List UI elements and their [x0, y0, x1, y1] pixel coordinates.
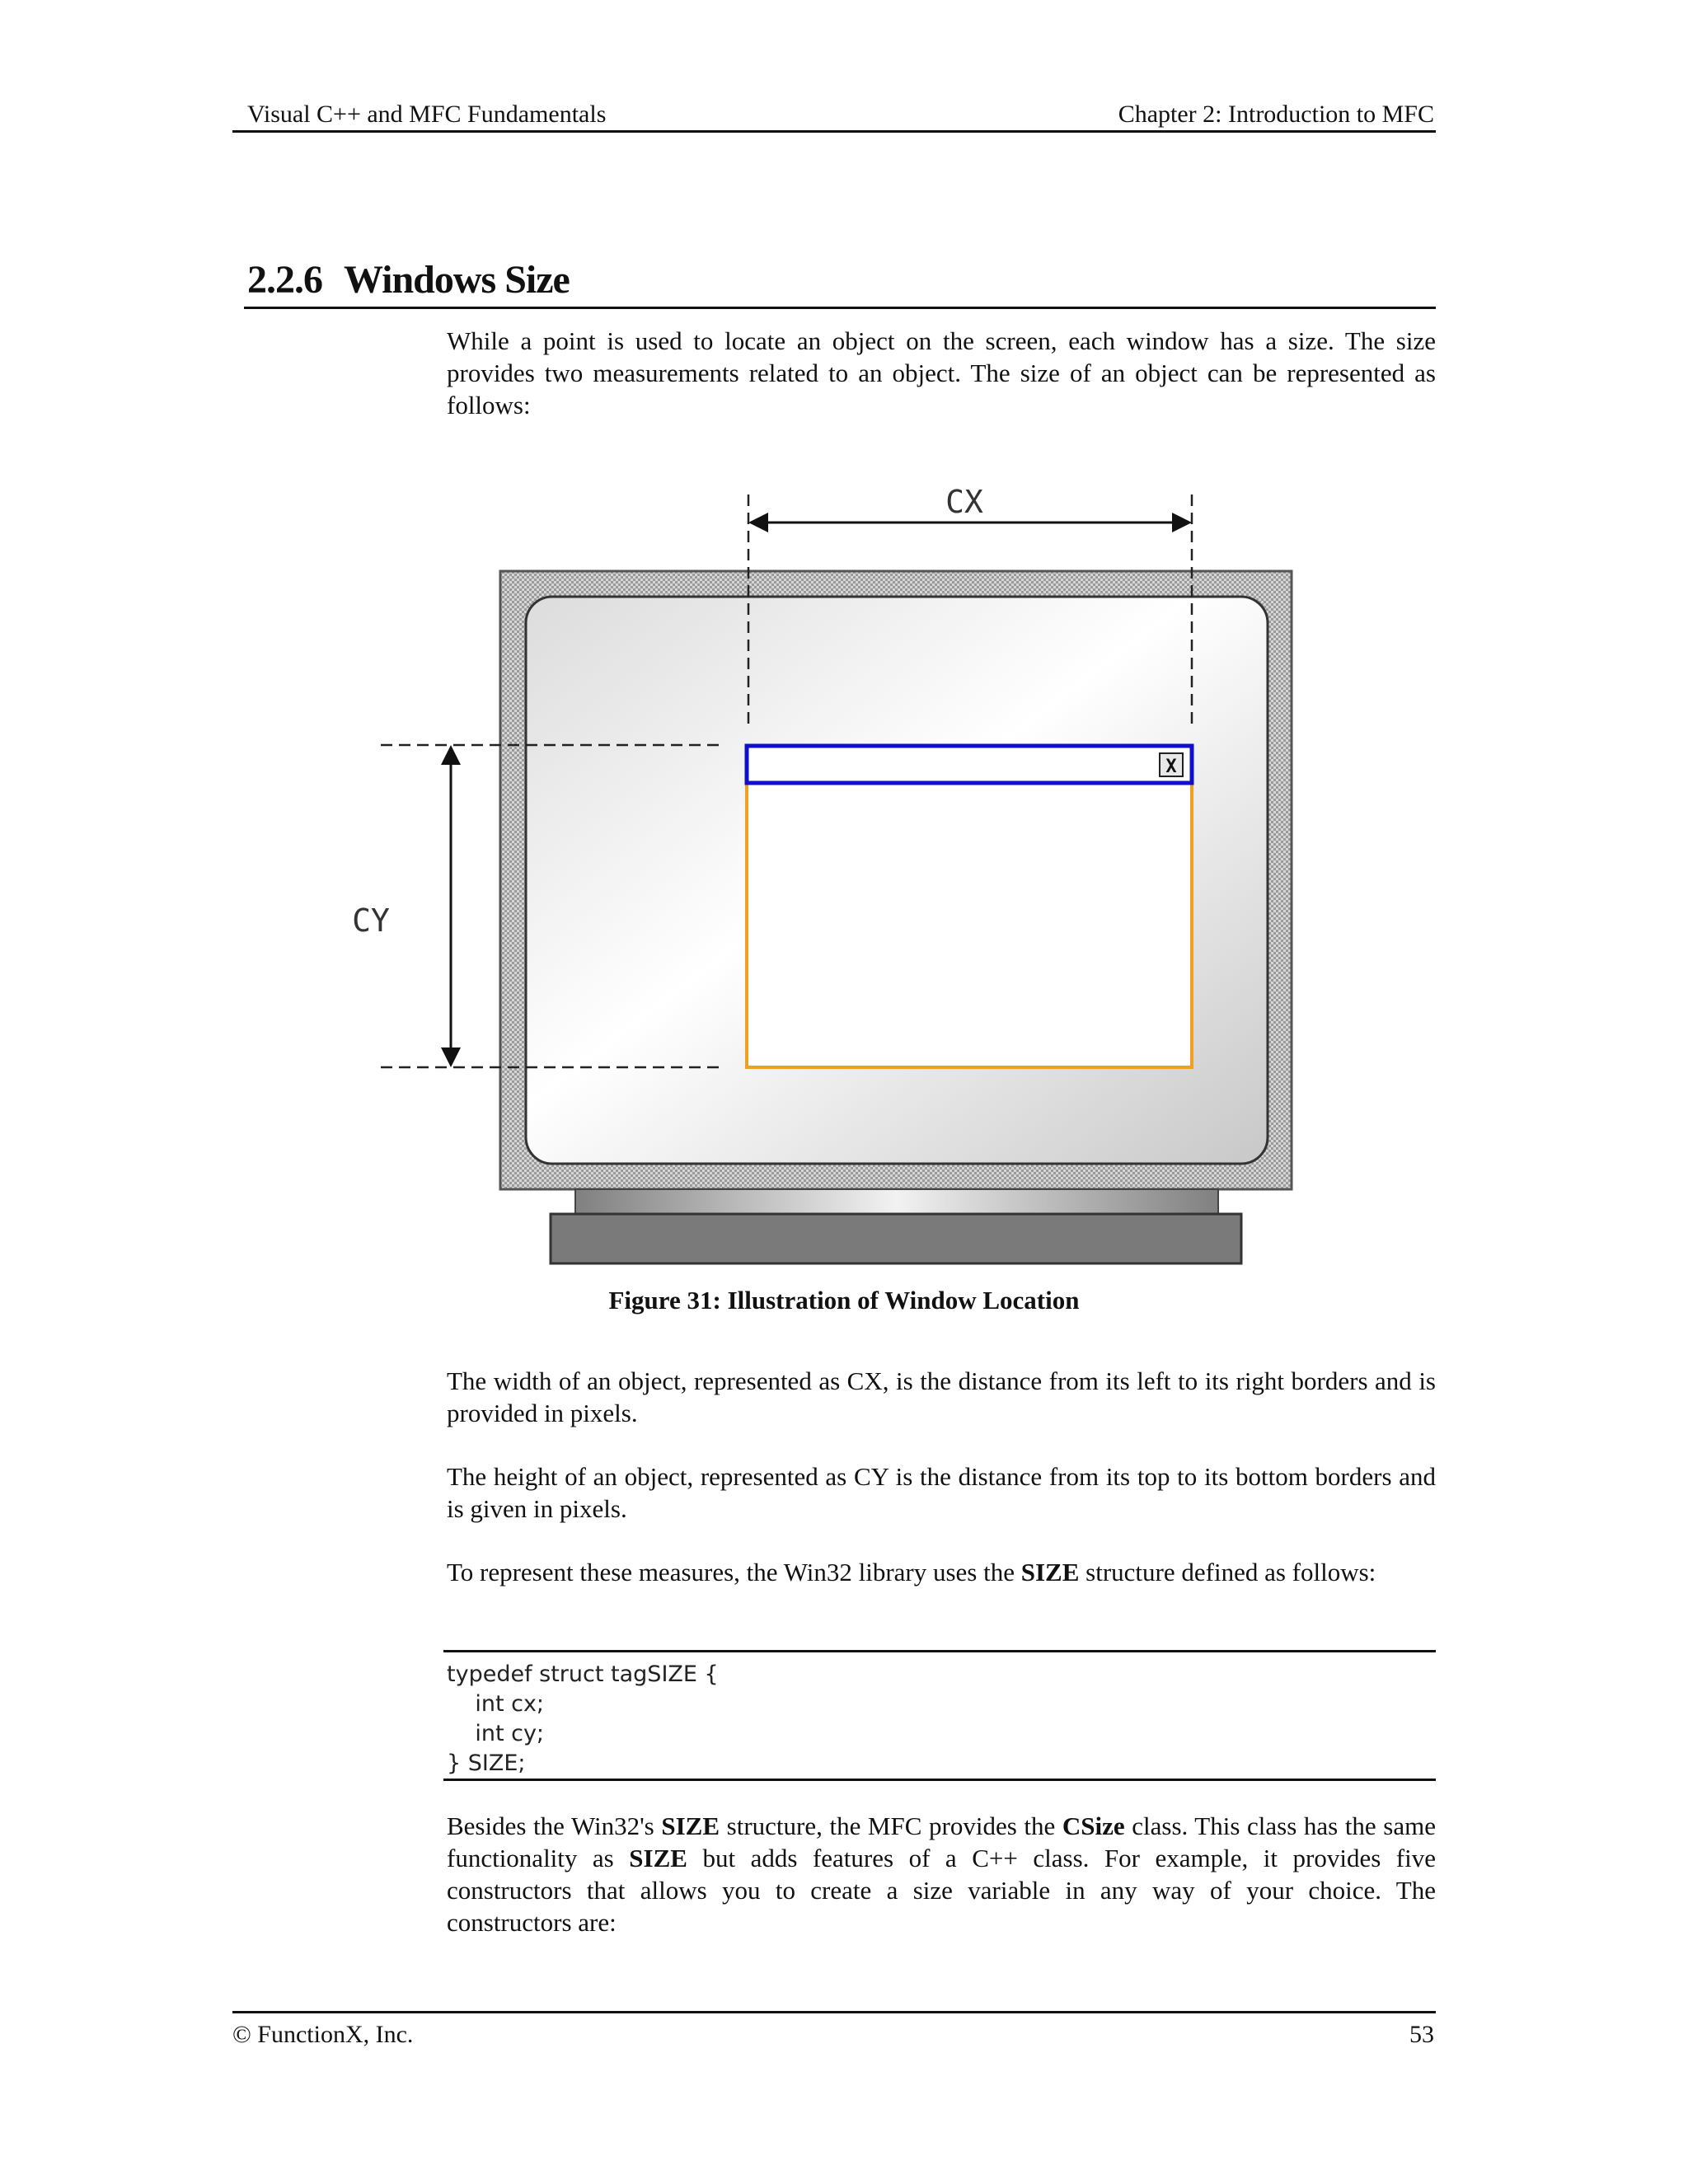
besides-text-2: structure, the MFC provides the — [720, 1811, 1062, 1840]
width-paragraph: The width of an object, represented as CX, is the distance from its left to its right borders and is provided in pixels. — [447, 1366, 1436, 1427]
cx-arrow-right-icon — [1172, 513, 1192, 532]
monitor-base — [551, 1214, 1241, 1263]
besides-text-4: but adds features of a C++ class. For example, it provides five constructors that allows you to create a size variable in any way of your choice. The constructors are: — [447, 1844, 1436, 1937]
monitor-neck — [575, 1189, 1218, 1214]
height-paragraph: The height of an object, represented as CY is the distance from its top to its bottom borders and is given in pixels. — [447, 1462, 1436, 1523]
code-line: int cy; — [447, 1721, 545, 1746]
besides-text-3: class. This class has the same functionality as — [447, 1811, 1436, 1872]
code-line: typedef struct tagSIZE { — [447, 1661, 719, 1687]
footer-left: © FunctionX, Inc. — [232, 2021, 414, 2048]
sample-window — [747, 746, 1192, 1067]
section-title: Windows Size — [344, 258, 570, 302]
header-right: Chapter 2: Introduction to MFC — [1118, 101, 1434, 128]
intro-paragraph: While a point is used to locate an object on the screen, each window has a size. The size provides two measurements related to an object. The size of an object can be represented as follows: — [447, 326, 1436, 419]
besides-text-1: Besides the Win32's — [447, 1811, 662, 1840]
represent-text-2: structure defined as follows: — [1079, 1558, 1376, 1586]
page-number: 53 — [1409, 2021, 1434, 2048]
represent-paragraph — [447, 1556, 1436, 1588]
close-glyph: X — [1165, 757, 1177, 777]
cy-arrow-up-icon — [441, 745, 461, 765]
besides-paragraph — [447, 1810, 1436, 1938]
represent-text-1: To represent these measures, the Win32 library uses the — [447, 1558, 1021, 1586]
code-line: int cx; — [447, 1691, 545, 1717]
footer-rule — [232, 2011, 1436, 2013]
header-left: Visual C++ and MFC Fundamentals — [247, 101, 607, 128]
code-block — [447, 1660, 719, 1779]
represent-size-keyword: SIZE — [1020, 1558, 1080, 1586]
cy-arrow-down-icon — [441, 1047, 461, 1067]
besides-csize-keyword: CSize — [1062, 1811, 1125, 1840]
cx-arrow-left-icon — [748, 513, 768, 532]
cy-label: CY — [352, 902, 390, 939]
section-number: 2.2.6 — [247, 258, 322, 302]
window-title-bar — [747, 746, 1192, 783]
figure-caption: Figure 31: Illustration of Window Location — [608, 1286, 1080, 1315]
code-top-rule — [443, 1650, 1436, 1652]
code-bottom-rule — [443, 1779, 1436, 1781]
besides-size-keyword: SIZE — [661, 1811, 720, 1840]
code-line: } SIZE; — [447, 1750, 526, 1776]
besides-size-keyword-2: SIZE — [629, 1844, 687, 1872]
cx-label: CX — [945, 484, 983, 520]
